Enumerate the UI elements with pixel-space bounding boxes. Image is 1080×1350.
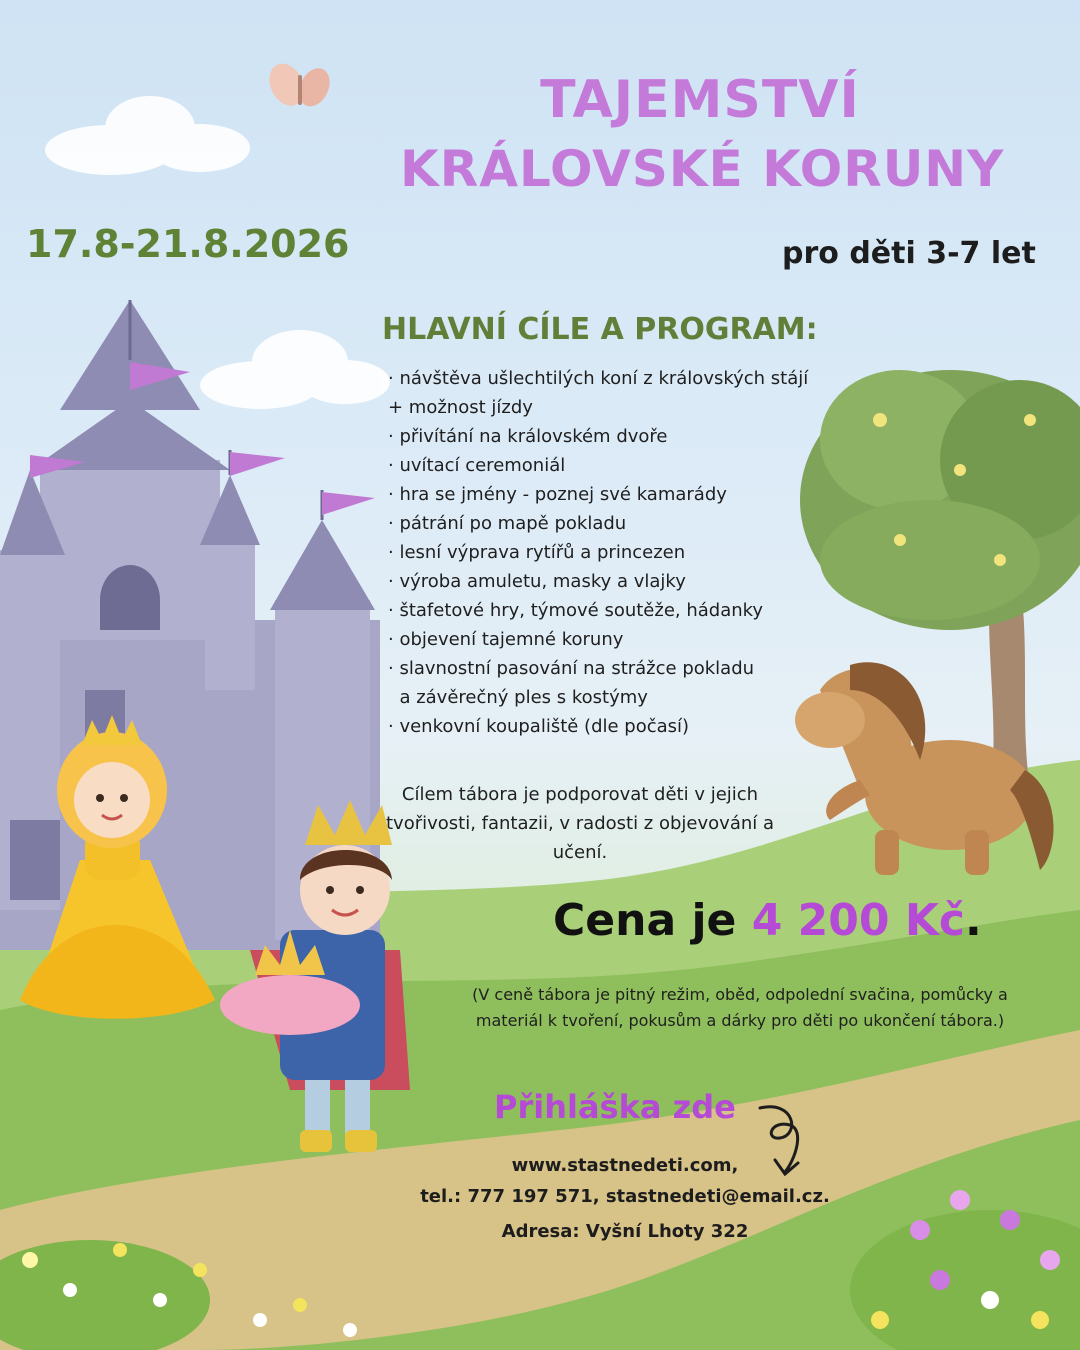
program-item: · slavnostní pasování na strážce pokladu (388, 658, 755, 679)
price-includes: (V ceně tábora je pitný režim, oběd, odpolední svačina, pomůcky a materiál k tvoření, pokusům a dárky pro děti po ukončení tábora.) (472, 985, 1008, 1030)
program-item: a závěrečný ples s kostýmy (388, 687, 648, 708)
price-suffix: . (965, 895, 982, 946)
title-line-1: TAJEMSTVÍ (540, 70, 860, 130)
cloud-top-icon (45, 96, 250, 175)
signup-link[interactable]: Přihláška zde (494, 1088, 736, 1126)
butterfly-icon (263, 58, 336, 111)
price-amount: 4 200 Kč (751, 895, 965, 946)
website-link[interactable]: www.stastnedeti.com, (511, 1155, 739, 1176)
cloud-mid-icon (200, 330, 390, 409)
program-item: · lesní výprava rytířů a princezen (388, 542, 686, 563)
program-item: · pátrání po mapě pokladu (388, 513, 627, 534)
contact-info[interactable]: tel.: 777 197 571, stastnedeti@email.cz. (420, 1186, 830, 1207)
camp-dates: 17.8-21.8.2026 (26, 222, 350, 266)
age-group: pro děti 3-7 let (782, 236, 1036, 271)
program-item: · venkovní koupaliště (dle počasí) (388, 716, 690, 737)
program-list (388, 364, 808, 741)
program-heading: HLAVNÍ CÍLE A PROGRAM: (382, 312, 818, 347)
program-item: · výroba amuletu, masky a vlajky (388, 571, 686, 592)
price-line (553, 895, 982, 946)
address: Adresa: Vyšní Lhoty 322 (501, 1221, 749, 1242)
title-line-2: KRÁLOVSKÉ KORUNY (400, 140, 1005, 198)
price-prefix: Cena je (553, 895, 752, 946)
program-item: · uvítací ceremoniál (388, 455, 566, 476)
camp-aim: Cílem tábora je podporovat děti v jejich tvořivosti, fantazii, v radosti z objevování a učení. (385, 784, 775, 863)
program-item: · hra se jmény - poznej své kamarády (388, 484, 727, 505)
program-item: + možnost jízdy (388, 397, 533, 418)
program-item: · štafetové hry, týmové soutěže, hádanky (388, 600, 764, 621)
program-item: · přivítání na královském dvoře (388, 426, 668, 447)
program-item: · objevení tajemné koruny (388, 629, 624, 650)
program-item: · návštěva ušlechtilých koní z královských stájí (388, 368, 809, 389)
